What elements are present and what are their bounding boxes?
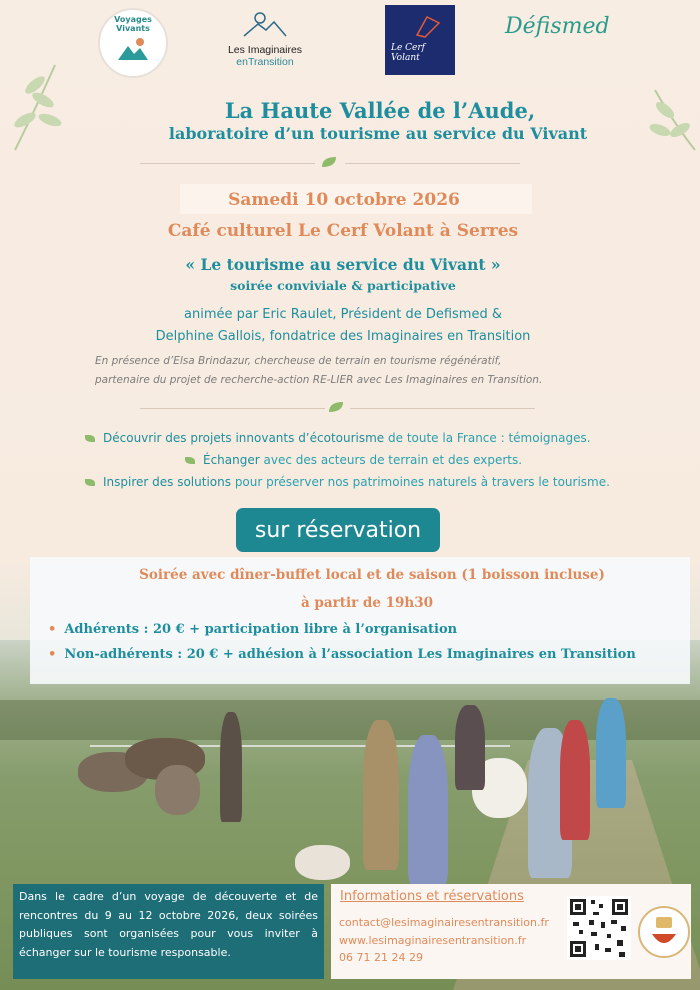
page-title: La Haute Vallée de l’Aude,: [224, 98, 536, 123]
bullet-inspire: Inspirer des solutions pour préserver nos patrimoines naturels à travers le tourisme.: [85, 475, 610, 489]
price-members: • Adhérents : 20 € + participation libre à l’organisation: [48, 622, 458, 637]
bullet-exchange: Échanger avec des acteurs de terrain et des experts.: [185, 453, 522, 467]
voyages-vivants-logo: [98, 8, 168, 78]
bullet-leaf-icon: [85, 435, 95, 442]
person-4: [455, 705, 485, 790]
context-line: publiques sont organisées pour vous inviter à: [19, 927, 318, 940]
imaginaires-line1: Les Imaginaires: [227, 44, 303, 56]
reservation-button[interactable]: sur réservation: [236, 508, 440, 552]
dinner-time: à partir de 19h30: [300, 595, 434, 611]
context-line: rencontres du 9 au 12 octobre 2026, deux soirées: [19, 908, 318, 922]
hosts-line2: Delphine Gallois, fondatrice des Imaginaires en Transition: [155, 329, 531, 344]
context-line: échanger sur le tourisme responsable.: [19, 945, 231, 959]
cerf-volant-logo: [385, 5, 455, 75]
contact-box: [331, 884, 691, 979]
landscape-icon: [118, 36, 148, 60]
event-date: Samedi 10 octobre 2026: [228, 190, 460, 210]
person-7: [596, 698, 626, 808]
imaginaires-line2: enTransition: [236, 56, 294, 68]
context-box: [13, 884, 324, 979]
kite-icon: [413, 13, 443, 41]
voyages-vivants-text: Voyages Vivants: [114, 15, 152, 33]
cerf-volant-text: Le Cerf Volant: [391, 43, 426, 63]
event-quote: « Le tourisme au service du Vivant »: [185, 255, 501, 274]
qr-code-icon[interactable]: [567, 896, 631, 960]
price-non-members: • Non-adhérents : 20 € + adhésion à l’association Les Imaginaires en Transition: [48, 647, 636, 662]
donkey-3: [155, 765, 200, 815]
bullet-leaf-icon: [85, 479, 95, 486]
sr-badge-icon: [638, 906, 690, 958]
mountain-icon: [242, 10, 288, 40]
imaginaires-logo: [220, 8, 310, 70]
tree-line: [0, 700, 700, 740]
presence-line1: En présence d’Elsa Brindazur, chercheuse de terrain en tourisme régénératif,: [95, 355, 502, 367]
defismed-logo: Défismed: [505, 14, 610, 39]
contact-phone: 06 71 21 24 29: [339, 951, 423, 964]
page-subtitle: laboratoire d’un tourisme au service du Vivant: [168, 124, 588, 143]
leaf-icon-2: [327, 400, 345, 414]
goat: [295, 845, 350, 880]
bullet-discover: Découvrir des projets innovants d’écotourisme de toute la France : témoignages.: [85, 431, 591, 445]
divider-top-right: [345, 163, 520, 164]
info-title: Informations et réservations: [340, 889, 524, 904]
event-format: soirée conviviale & participative: [230, 278, 456, 293]
leaf-icon: [320, 155, 338, 169]
contact-email[interactable]: contact@lesimaginairesentransition.fr: [339, 916, 549, 929]
divider-mid-right: [350, 408, 535, 409]
person-6: [560, 720, 590, 840]
bullet-leaf-icon: [185, 457, 195, 464]
presence-line2: partenaire du projet de recherche-action RE-LIER avec Les Imaginaires en Transition.: [95, 374, 543, 386]
dinner-description: Soirée avec dîner-buffet local et de saison (1 boisson incluse): [139, 567, 605, 583]
person-3: [408, 735, 448, 885]
divider-mid-left: [140, 408, 325, 409]
divider-top-left: [140, 163, 315, 164]
person-1: [220, 712, 242, 822]
contact-website[interactable]: www.lesimaginairesentransition.fr: [339, 934, 527, 947]
context-line: Dans le cadre d’un voyage de découverte et de: [19, 890, 318, 903]
hosts-line1: animée par Eric Raulet, Président de Defismed &: [184, 307, 502, 322]
event-venue: Café culturel Le Cerf Volant à Serres: [167, 221, 519, 241]
person-2: [363, 720, 399, 870]
